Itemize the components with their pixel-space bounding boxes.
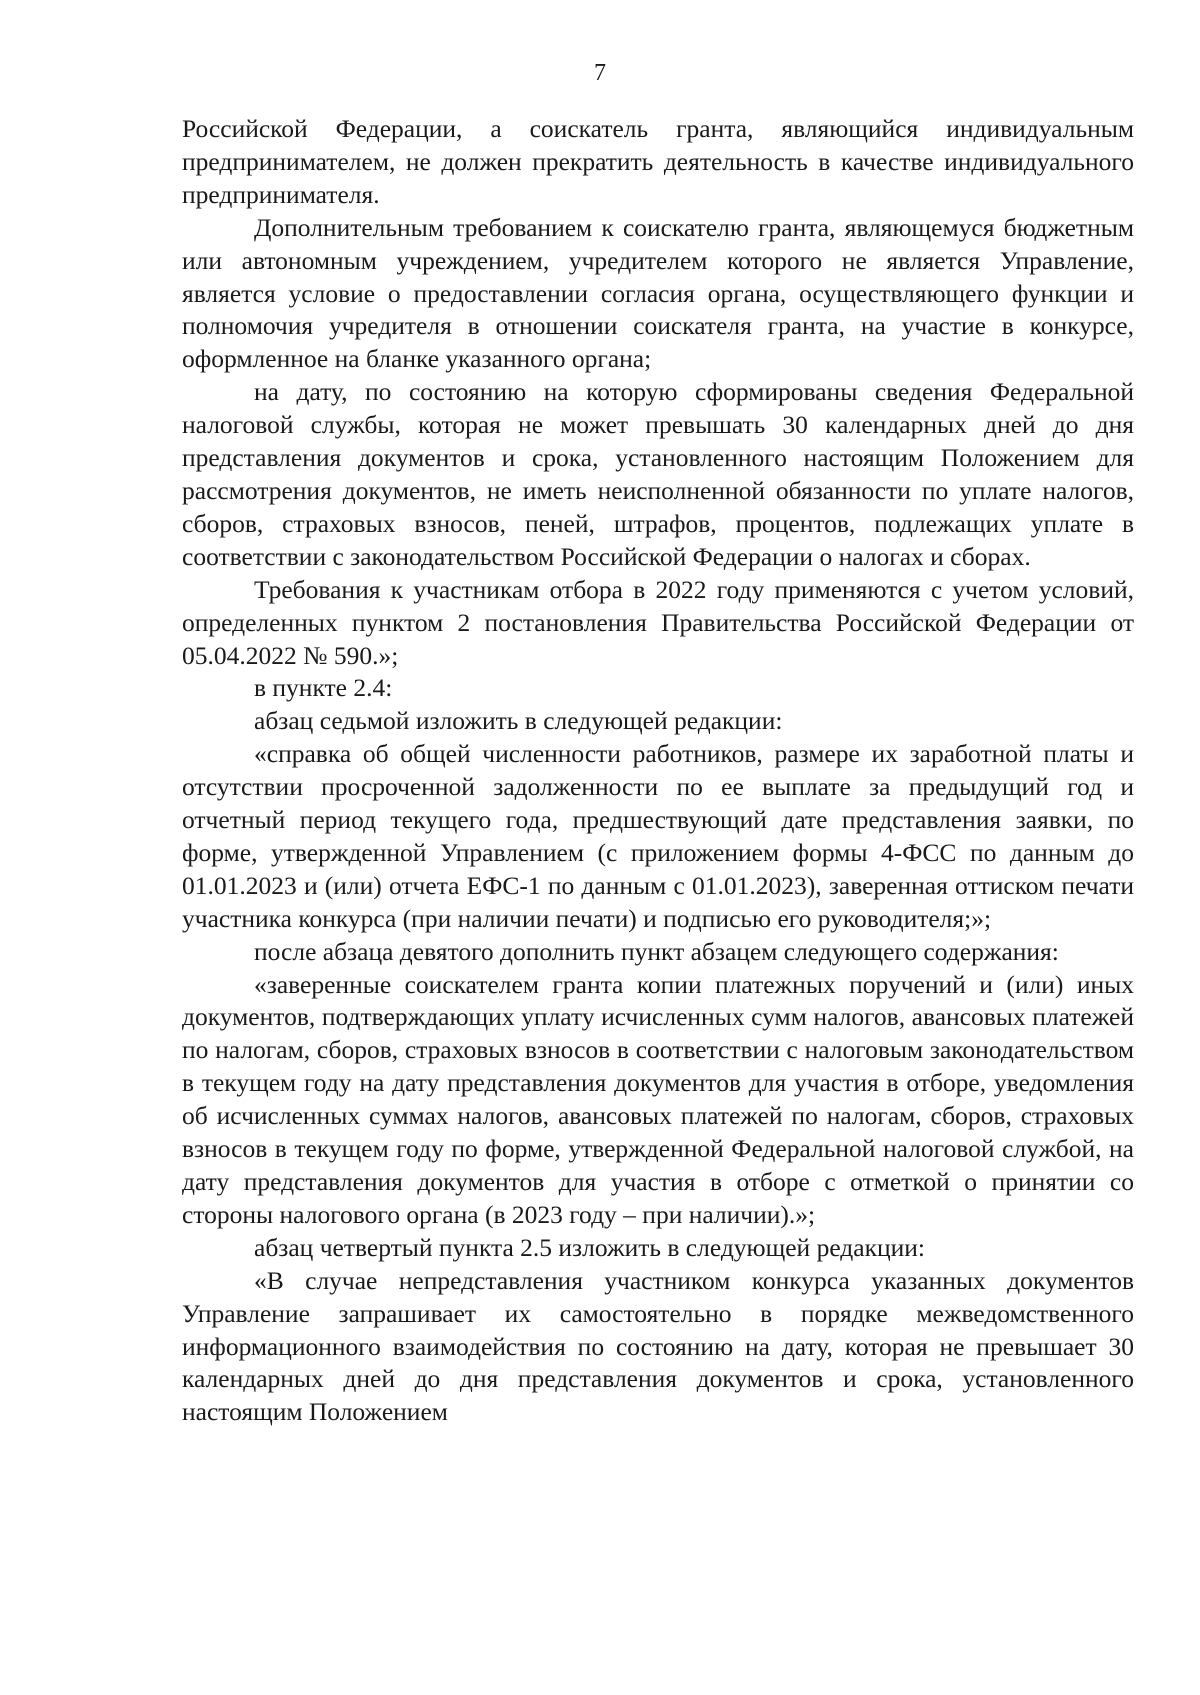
paragraph-continuation: Российской Федерации, а соискатель гранта, являющийся индивидуальным предпринимателем, не должен прекратить деятельность в качестве индивидуального предпринимателя.: [182, 114, 1134, 209]
paragraph: абзац седьмой изложить в следующей редакции:: [254, 706, 783, 736]
paragraph: «заверенные соискателем гранта копии платежных поручений и (или) иных документов, подтверждающих уплату исчисленных сумм налогов, авансовых платежей по налогам, сборов, страховых взносов в соответствии с налоговым законодательством в текущем году на дату представления документов для участия в отборе, уведомления об исчисленных суммах налогов, авансовых платежей по налогам, сборов, страховых взносов в текущем году по форме, утвержденной Федеральной налоговой службой, на дату представления документов для участия в отборе с отметкой о принятии со стороны налогового органа (в 2023 году – при наличии).»;: [182, 969, 1134, 1229]
document-body: [182, 113, 1134, 1429]
paragraph-last: «В случае непредставления участником конкурса указанных документов Управление запрашивает их самостоятельно в порядке межведомственного информационного взаимодействия по состоянию на дату, которая не превышает 30 календарных дней до дня представления документов и срока, установленного настоящим Положением: [182, 1265, 1134, 1427]
paragraph: абзац четвертый пункта 2.5 изложить в следующей редакции:: [254, 1232, 926, 1262]
paragraph: в пункте 2.4:: [254, 673, 393, 703]
paragraph: Требования к участникам отбора в 2022 году применяются с учетом условий, определенных пунктом 2 постановления Правительства Российской Федерации от 05.04.2022 № 590.»;: [182, 574, 1134, 670]
paragraph: «справка об общей численности работников, размере их заработной платы и отсутствии просроченной задолженности по ее выплате за предыдущий год и отчетный период текущего года, предшествующий дате представления заявки, по форме, утвержденной Управлением (с приложением формы 4-ФСС по данным до 01.01.2023 и (или) отчета ЕФС-1 по данным с 01.01.2023), заверенная оттиском печати участника конкурса (при наличии печати) и подписью его руководителя;»;: [182, 739, 1134, 933]
paragraph: на дату, по состоянию на которую сформированы сведения Федеральной налоговой службы, которая не может превышать 30 календарных дней до дня представления документов и срока, установленного настоящим Положением для рассмотрения документов, не иметь неисполненной обязанности по уплате налогов, сборов, страховых взносов, пеней, штрафов, процентов, подлежащих уплате в соответствии с законодательством Российской Федерации о налогах и сборах.: [182, 377, 1134, 571]
page-number: 7: [594, 60, 606, 86]
paragraph: после абзаца девятого дополнить пункт абзацем следующего содержания:: [254, 936, 1059, 966]
paragraph: Дополнительным требованием к соискателю гранта, являющемуся бюджетным или автономным учреждением, учредителем которого не является Управление, является условие о предоставлении согласия органа, осуществляющего функции и полномочия учредителя в отношении соискателя гранта, на участие в конкурсе, оформленное на бланке указанного органа;: [182, 212, 1134, 374]
